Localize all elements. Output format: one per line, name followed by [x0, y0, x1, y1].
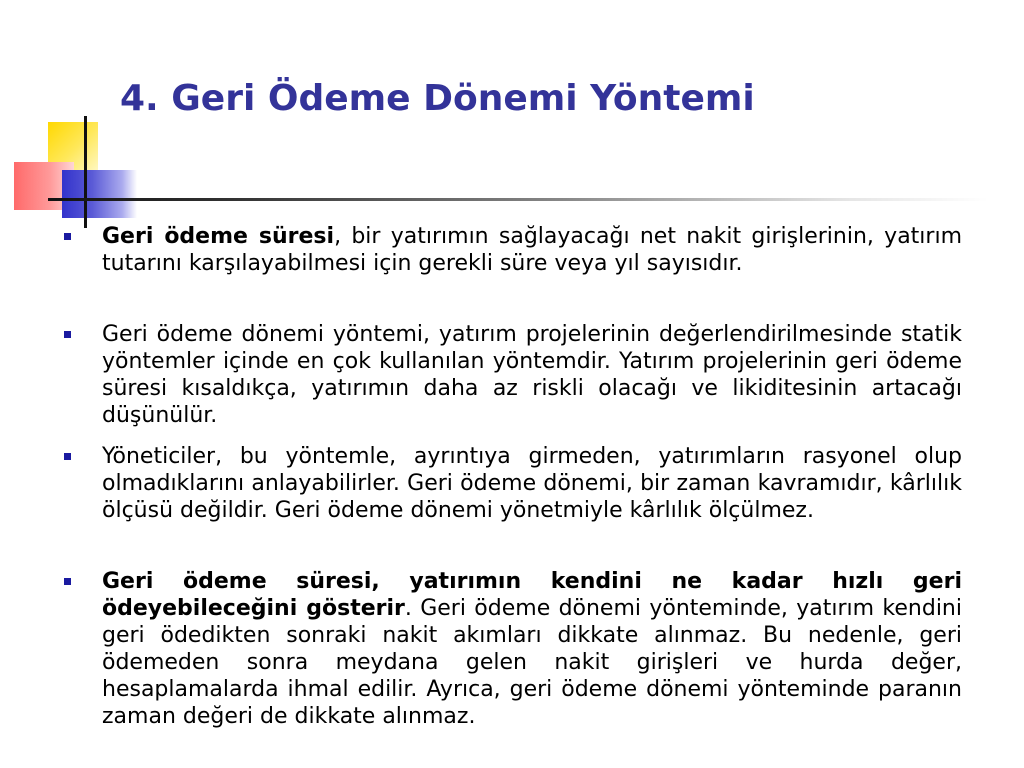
bullet-item-4 — [64, 568, 962, 730]
bullet-2-text: Geri ödeme dönemi yöntemi, yatırım projelerinin değerlendirilmesinde statik yöntemler içinde en çok kullanılan yöntemdir. Yatırım projelerinin geri ödeme süresi kısaldıkça, yatırımın daha az riskli olacağı ve likiditesinin artacağı düşünülür. — [102, 322, 962, 428]
slide-title: 4. Geri Ödeme Dönemi Yöntemi — [120, 78, 755, 119]
square-bullet-icon — [64, 453, 71, 460]
bullet-item-1 — [64, 223, 962, 277]
bullet-4-bold: Geri ödeme süresi, yatırımın kendini ne kadar hızlı geri ödeyebileceğini gösterir — [102, 569, 962, 621]
bullet-1-bold: Geri ödeme süresi — [102, 224, 335, 249]
square-bullet-icon — [64, 233, 71, 240]
decorative-logo — [0, 0, 140, 240]
vertical-rule — [84, 116, 87, 228]
square-bullet-icon — [64, 578, 71, 585]
bullet-item-2 — [64, 321, 962, 429]
bullet-list — [64, 223, 962, 730]
bullet-item-3 — [64, 443, 962, 524]
bullet-1-text: , bir yatırımın sağlayacağı net nakit girişlerinin, yatırım tutarını karşılayabilmesi için gerekli süre veya yıl sayısıdır. — [102, 224, 963, 276]
title-underline — [48, 198, 988, 201]
bullet-3-text: Yöneticiler, bu yöntemle, ayrıntıya girmeden, yatırımların rasyonel olup olmadıklarını anlayabilirler. Geri ödeme dönemi, bir zaman kavramıdır, kârlılık ölçüsü değildir. Geri ödeme dönemi yönetmiyle kârlılık ölçülmez. — [102, 444, 962, 523]
bullet-4-text: . Geri ödeme dönemi yönteminde, yatırım kendini geri ödedikten sonraki nakit akımları dikkate alınmaz. Bu nedenle, geri ödemeden sonra meydana gelen nakit girişleri ve hurda değer, hesaplamalarda ihmal edilir. Ayrıca, geri ödeme dönemi yönteminde paranın zaman değeri de dikkate alınmaz. — [102, 596, 962, 729]
square-bullet-icon — [64, 331, 71, 338]
blue-square — [62, 170, 137, 218]
